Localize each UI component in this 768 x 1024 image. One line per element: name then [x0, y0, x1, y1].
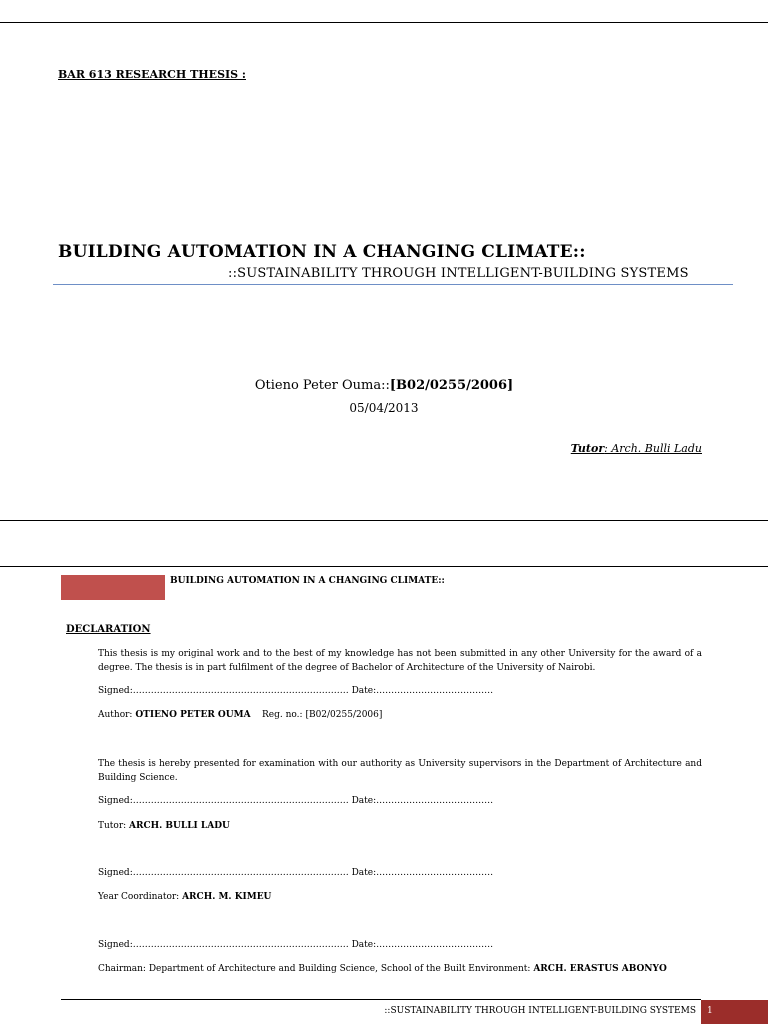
running-header-title: BUILDING AUTOMATION IN A CHANGING CLIMATE::: [170, 576, 445, 586]
reg-value: [B02/0255/2006]: [305, 710, 383, 720]
tutor-name-upper: ARCH. BULLI LADU: [129, 821, 230, 831]
thesis-title: BUILDING AUTOMATION IN A CHANGING CLIMATE::: [58, 242, 586, 262]
declaration-paragraph: This thesis is my original work and to the best of my knowledge has not been submitted in any other University for the award of a degree. The thesis is in part fulfilment of the degree of Bachelor of Architecture of the University of Nairobi.: [98, 649, 702, 673]
chairman-label: Chairman: Department of Architecture and Building Science, School of the Built Environment:: [98, 964, 534, 974]
presentation-paragraph: The thesis is hereby presented for examination with our authority as University supervisors in the Department of Architecture and Building Science.: [98, 759, 702, 783]
author-label: Author:: [98, 710, 136, 720]
tutor-label: Tutor: [570, 442, 605, 455]
author-reg-no: [B02/0255/2006]: [389, 378, 514, 393]
header-accent-block: [61, 575, 165, 600]
footer-rule: [61, 999, 701, 1000]
page2-top-rule: [0, 566, 768, 567]
chairman-name: ARCH. ERASTUS ABONYO: [533, 964, 667, 974]
tutor-details: [98, 821, 230, 831]
coordinator-label: Year Coordinator:: [98, 892, 183, 902]
title-divider: [53, 284, 733, 285]
chairman-signature-line: Signed:……………………………………………………………… Date:…………………………………: [98, 940, 494, 950]
chairman-details: [98, 964, 667, 974]
tutor-name: : Arch. Bulli Ladu: [604, 442, 702, 455]
author-name-upper: OTIENO PETER OUMA: [135, 710, 251, 720]
page-number: 1: [707, 1006, 713, 1016]
reg-label: Reg. no.:: [262, 710, 306, 720]
course-code: BAR 613 RESEARCH THESIS :: [58, 68, 246, 81]
author-details: [98, 710, 382, 720]
page1-top-rule: [0, 22, 768, 23]
coordinator-name: ARCH. M. KIMEU: [182, 892, 272, 902]
author-name: Otieno Peter Ouma::: [254, 378, 390, 393]
page1-bottom-rule: [0, 520, 768, 521]
author-signature-line: Signed:……………………………………………………………… Date:…………………………………: [98, 686, 494, 696]
declaration-heading: DECLARATION: [66, 624, 151, 635]
tutor-signature-line: Signed:……………………………………………………………… Date:…………………………………: [98, 796, 494, 806]
tutor-label-2: Tutor:: [98, 821, 130, 831]
author-line: [0, 378, 768, 393]
coordinator-details: [98, 892, 271, 902]
tutor-line: [571, 442, 702, 455]
coordinator-signature-line: Signed:……………………………………………………………… Date:…………………………………: [98, 868, 494, 878]
submission-date: 05/04/2013: [349, 401, 419, 415]
thesis-subtitle: ::SUSTAINABILITY THROUGH INTELLIGENT-BUILDING SYSTEMS: [228, 266, 689, 281]
running-footer-title: ::SUSTAINABILITY THROUGH INTELLIGENT-BUILDING SYSTEMS: [384, 1006, 696, 1016]
